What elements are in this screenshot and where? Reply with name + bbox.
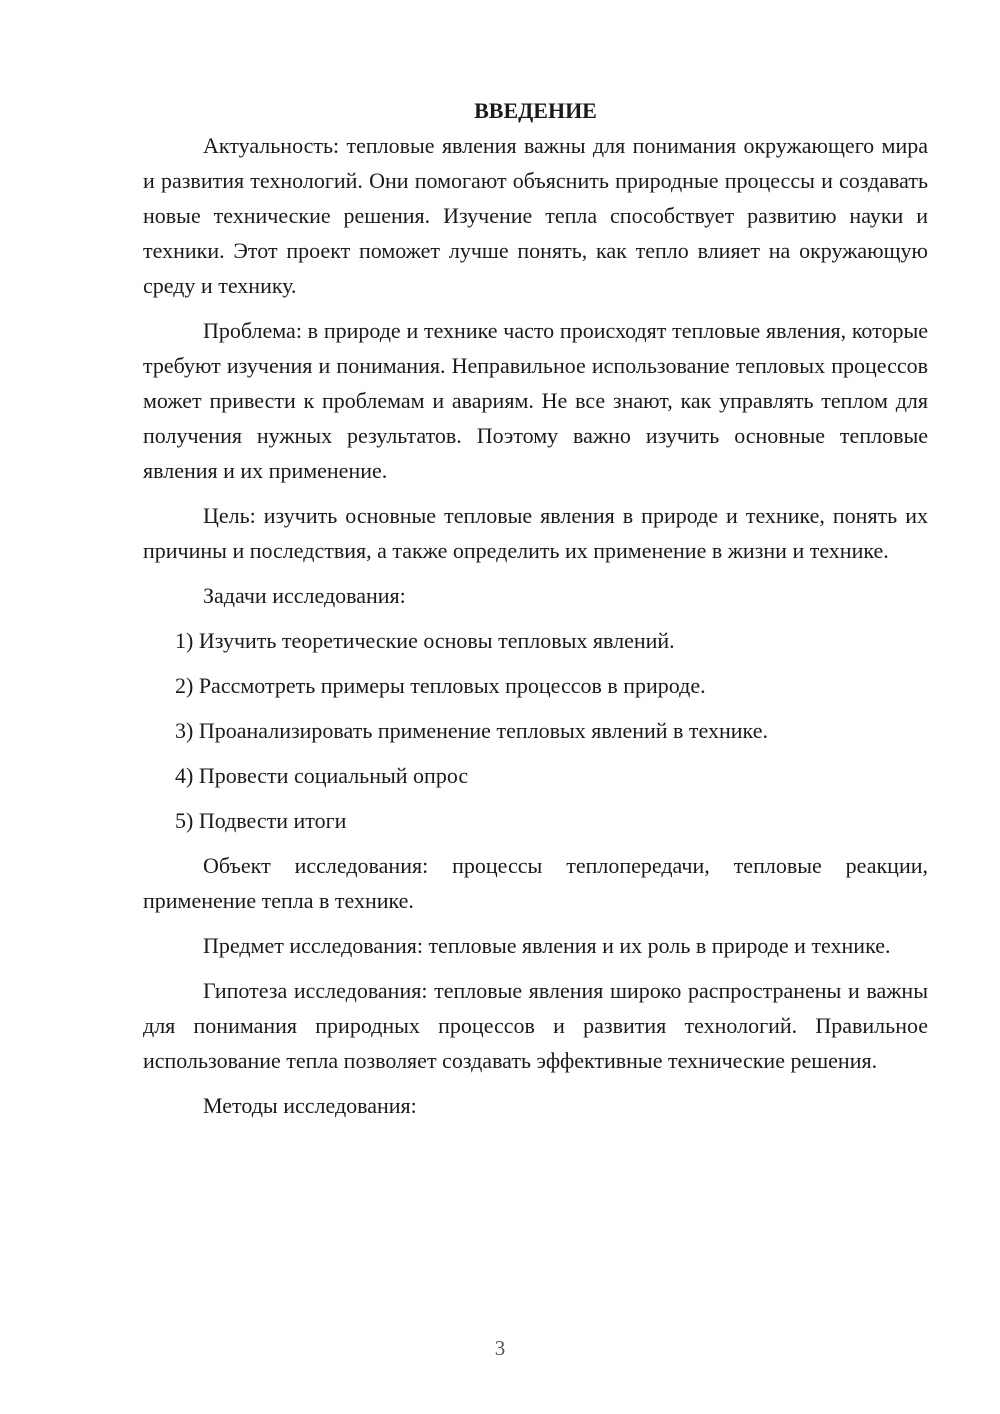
tasks-list: [143, 623, 928, 838]
page-number: 3: [494, 1336, 506, 1360]
task-item-3: 3) Проанализировать применение тепловых явлений в технике.: [175, 718, 768, 743]
task-item-5: 5) Подвести итоги: [175, 808, 347, 833]
problem-paragraph: Проблема: в природе и технике часто происходят тепловые явления, которые требуют изучения и понимания. Неправильное использование тепловых процессов может привести к проблемам и авариям. Не все знают, как управлять теплом для получения нужных результатов. Поэтому важно изучить основные тепловые явления и их применение.: [143, 318, 928, 483]
task-item-1: 1) Изучить теоретические основы тепловых явлений.: [175, 628, 675, 653]
relevance-paragraph: Актуальность: тепловые явления важны для понимания окружающего мира и развития технологий. Они помогают объяснить природные процессы и создавать новые технические решения. Изучение тепла способствует развитию науки и техники. Этот проект поможет лучше понять, как тепло влияет на окружающую среду и технику.: [143, 133, 928, 298]
object-paragraph: Объект исследования: процессы теплопередачи, тепловые реакции, применение тепла в технике.: [143, 853, 928, 913]
task-item-2: 2) Рассмотреть примеры тепловых процессов в природе.: [175, 673, 706, 698]
page-content: [143, 93, 928, 1133]
tasks-heading: Задачи исследования:: [203, 583, 406, 608]
subject-paragraph: Предмет исследования: тепловые явления и их роль в природе и технике.: [203, 933, 891, 958]
hypothesis-paragraph: Гипотеза исследования: тепловые явления широко распространены и важны для понимания природных процессов и развития технологий. Правильное использование тепла позволяет создавать эффективные технические решения.: [143, 978, 928, 1073]
methods-heading: Методы исследования:: [203, 1093, 417, 1118]
goal-paragraph: Цель: изучить основные тепловые явления в природе и технике, понять их причины и последствия, а также определить их применение в жизни и технике.: [143, 503, 928, 563]
task-item-4: 4) Провести социальный опрос: [175, 763, 469, 788]
section-title: ВВЕДЕНИЕ: [474, 98, 597, 123]
